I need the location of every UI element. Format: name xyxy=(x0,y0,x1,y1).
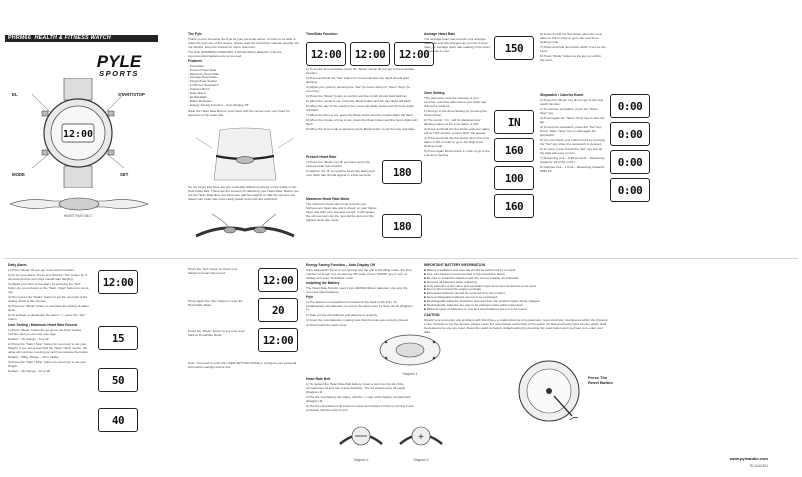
alarm-heading: Daily Alarm xyxy=(8,263,27,267)
lcd-value: 50 xyxy=(111,374,125,387)
caution-text: Should your encounter any problems with this Pyle e.g. malfunctioning of a parameter, reset electricity, interference within the physical or the methods to set the devices, please press the reset button at the back of the watch. All data previously input into the watch shall be deleted once you are reset. Reset the watch to factory default setting by pressing the reset button and you have to re-enter your data. xyxy=(424,317,608,334)
alarm-step: 5) Press the "Mode" button to complete the setting of alarm clock. xyxy=(8,303,89,312)
lcd-time-set xyxy=(350,42,390,66)
lcd-value: 180 xyxy=(392,166,412,179)
feature-item: - Water Resistant xyxy=(188,98,212,103)
diagram-2-caption: Diagram 2 xyxy=(353,458,369,462)
battery-bullet: ■ Battery installation and removal should be performed by an adult. xyxy=(424,267,516,272)
max-record-step-2 xyxy=(188,300,250,309)
reset-label-line: Press The xyxy=(588,375,608,380)
belt-step: 2) Put the new battery into place, with the '+' sign of the battery compartment (Diagram 3). xyxy=(306,394,411,403)
feature-item: - Daily Alarm xyxy=(188,91,206,96)
max-record-text: Press the "Mode" button in any time to go back to Time/Date Mode. xyxy=(188,329,245,337)
energy-text: If the Stopwatch/ Timer is not running and the unit is left idling mode, the time number for longer out, the Energy Off mode. Press "MODE" key to turn on display and enter Time/Date mode. xyxy=(306,267,412,280)
lcd-user-age xyxy=(98,326,138,350)
battery-info-heading: IMPORTANT BATTERY INFORMATION xyxy=(424,263,486,267)
document-code: TD-SALE801 xyxy=(749,464,768,468)
zone-cont-step: 6) Press & hold the Set button when the zone alarm is ON in order to go to the Low Zone Setting mode. xyxy=(540,32,603,44)
lcd-max-record xyxy=(258,268,298,292)
sw-step: 4) To stop the stopwatch, press the "Set" key. Press "Start / Stop" key to start again the stopwatch. xyxy=(540,124,602,137)
bullet-text: Do not short circuit the supply terminals. xyxy=(426,287,482,292)
battery-bullet: ■ Different types of batteries or new and used batteries are not to be mixed. xyxy=(424,306,528,311)
bullet-text: Be sure to install the batteries with the correct polarity, as indicated. xyxy=(426,275,520,280)
watch-back-illustration xyxy=(514,356,584,426)
belt-caption: HEART RATE BELT xyxy=(63,214,93,218)
lcd-value: 12:00 xyxy=(262,274,294,287)
lcd-value: 0:00 xyxy=(617,184,643,197)
lcd-stopwatch-start xyxy=(610,94,650,118)
zone-section xyxy=(424,92,490,159)
intro-heading: The Pyle xyxy=(188,32,202,36)
lcd-value: 160 xyxy=(504,200,524,213)
max-record-step-1 xyxy=(188,268,250,277)
user-default: Default – 40, Range – 10 to 99 xyxy=(8,368,51,373)
avg-heading: Average Heart Rate xyxy=(424,32,456,36)
zone-step: 3) Press and hold the Set button and your alarm will be OFF and the symbol 'OFF' will appear. xyxy=(424,126,490,135)
present-step: 1) Press the "Mode" key till you have got to the present heart rate function. xyxy=(306,159,371,168)
bullet-text: Rechargeable batteries are only to be charged under adult supervision. xyxy=(426,303,525,308)
battery-bullet: ■ Exhausted batteries should be removed from the product. xyxy=(424,291,506,296)
feature-item: - Energy Saving Function – Auto Display Off xyxy=(188,102,249,107)
brand-bottom: SPORTS xyxy=(99,69,139,78)
header-bar xyxy=(5,35,158,42)
max-record-text: Press again the "Set" button to reset the Heart Rate Ratio. xyxy=(188,299,243,307)
feature-item: - 1/100 sec Stopwatch xyxy=(188,83,219,88)
battery-bullet: ■ Do not short circuit the supply terminals. xyxy=(424,287,482,292)
lcd-user-height xyxy=(98,408,138,432)
stopwatch-heading: Stopwatch / Calories Burnt xyxy=(540,93,584,97)
diagram-2-illustration xyxy=(336,418,386,456)
pyle-sports-logo xyxy=(93,51,145,79)
zone-cont-step: 8) Press "Mode" button as the key to confirm the Limit. xyxy=(540,53,602,62)
time-step: 5) When the month is set, press the Mode button and the day digits will flash. xyxy=(306,99,412,104)
time-step: 9) When the time mode is selected, press Mode button to set the time and date. xyxy=(306,127,416,132)
battery-bullet: ■ Be sure to install the batteries with the correct polarity, as indicated. xyxy=(424,275,520,280)
daily-alarm-section xyxy=(8,264,90,375)
feature-item: - Target Zone Setting xyxy=(188,79,217,84)
time-step: 6) When the day of the month is set, press the Mode button and the hour digits will flash. xyxy=(306,104,414,113)
bullet-text: Remove all batteries when replacing. xyxy=(426,279,478,284)
intro-section xyxy=(188,33,300,119)
battery-bullet: ■ Only batteries of the same and equivalent type as recommended are to be used. xyxy=(424,283,537,288)
sw-step: 8) Calories Unit – 1 Kcal – Measuring Capacity: 9999 KK xyxy=(540,164,605,173)
pyle-step: 1) The batteries compartment is located at the back of the Pyle. To install/replace the batteries, un-screw the back cover by three circuit (Diagram 1). xyxy=(306,299,413,312)
belt-battery-section xyxy=(306,378,416,414)
user-default: Default – 15, Range – 5 to 99 xyxy=(8,336,49,341)
zone-step: 5) Press again Mode button in order to go to the Low Zone Setting. xyxy=(424,148,490,157)
features-list xyxy=(188,65,300,108)
time-step: 4) Press the "Mode" button to confirm and the month should start flashing. xyxy=(306,94,408,98)
battery-info-section xyxy=(424,264,610,336)
lcd-stopwatch-lap xyxy=(610,122,650,146)
sw-step: 3) Press again the "Start / Stop" key to take the lap. xyxy=(540,115,605,124)
battery-bullet: ■ Use only batteries recommended in this instruction sheet. xyxy=(424,271,506,276)
heart-rate-belt-illustration xyxy=(8,195,150,213)
energy-battery-section xyxy=(306,264,416,329)
brand-top: PYLE xyxy=(96,52,142,71)
feature-item: - Time/Date xyxy=(188,63,204,68)
stopwatch-section xyxy=(540,94,606,175)
diagram-1-illustration xyxy=(372,330,448,370)
max-heading: Maximum Heart Rate Mode xyxy=(306,197,350,201)
feature-item: - Present Heart Rate xyxy=(188,67,217,72)
lcd-stopwatch-stop xyxy=(610,150,650,174)
pyle-step: 3) Insert the new batteries, making sure that the poles are correctly placed. xyxy=(306,317,409,322)
bullet-text: Use only batteries recommended in this instruction sheet. xyxy=(426,271,506,276)
battery-bullet: ■ Remove all batteries when replacing. xyxy=(424,279,478,284)
max-record-text: Press the "Set" button to check your Maximum heart rate record. xyxy=(188,267,238,275)
lcd-value: 12:00 xyxy=(354,48,386,61)
lcd-value: 180 xyxy=(392,220,412,233)
lcd-zone-limit xyxy=(494,194,534,218)
bullet-text: Exhausted batteries should be removed from the product. xyxy=(426,291,506,296)
lcd-value: 150 xyxy=(504,42,524,55)
sw-step: 2) To start the stopwatch, press the "Start / Stop" key. xyxy=(540,106,599,115)
svg-text:+: + xyxy=(417,432,425,441)
time-step: 3) Adjust your year by pressing the "Set" (to count down) or "Start / Stop" (to count up). xyxy=(306,85,411,93)
lcd-value: 12:00 xyxy=(398,48,430,61)
time-date-heading: Time/Date Function xyxy=(306,32,338,36)
zone-heading: Zone Setting xyxy=(424,91,445,95)
zone-cont-step: 7) Press and hold Set button within 3 sec for the Limit. xyxy=(540,44,606,53)
diagram-1-caption: Diagram 1 xyxy=(402,372,418,376)
present-step: 2) Wait for the "♥" to read the heart rate alarm and your heart rate should appear in a few seconds. xyxy=(306,168,375,177)
bullet-text: Rechargeable batteries should be removed from the product before being charged. xyxy=(426,299,541,304)
time-date-steps xyxy=(306,68,418,133)
battery-bullet: ■ Rechargeable batteries should be removed from the product before being charged. xyxy=(424,299,541,304)
alarm-step: 1) Press "Mode" till you get to the alarm function. xyxy=(8,267,75,272)
fold-divider xyxy=(4,258,798,259)
lcd-value: 40 xyxy=(111,414,125,427)
time-step: 7) When the hour is set, press the Mode button and the minute digits will flash. xyxy=(306,113,414,118)
bullet-text: Different types of batteries or new and used batteries are not to be mixed. xyxy=(426,306,528,311)
wear-text: Wear the Heart Rate Belt on your chest with the sensor over your heart for detection of the heart rate. xyxy=(188,108,290,117)
lcd-zone-in xyxy=(494,110,534,134)
lcd-value: 0:00 xyxy=(617,100,643,113)
battery-heading: Installing the Battery xyxy=(306,280,340,285)
bullet-text: Only batteries of the same and equivalent type as recommended are to be used. xyxy=(426,283,537,288)
caution-heading: CAUTION xyxy=(424,312,440,317)
average-heart-section xyxy=(424,33,490,55)
belt-note xyxy=(188,186,300,203)
feature-item: - EL Backlight xyxy=(188,94,207,99)
battery-bullet: ■ Rechargeable batteries are only to be charged under adult supervision. xyxy=(424,303,525,308)
lcd-alarm xyxy=(98,270,138,294)
belt-text: Do not forget that there are two noticeably different pairings on the inside of the Heart Rate Belt. These are the sensors for detecting your Heart Rate. Before you put the Heart Rate Belt, wet these two patches slightly so that the sensors can detect your heart rate more easily (water and moist are sufficient). xyxy=(188,185,299,201)
lcd-value: 20 xyxy=(271,304,285,317)
zone-step: 2) The words '- IN -' will be displayed and flashing values of the zone alarm is ON. xyxy=(424,117,481,126)
lcd-back-time xyxy=(258,328,298,352)
user-step: 3) Press the "Start / Stop" button (to count up) to set your Height. xyxy=(8,359,87,368)
features-heading: Features xyxy=(188,58,203,63)
torso-belt-illustration xyxy=(190,126,300,184)
sw-step: 7) Measuring Unit – 0-99 seconds – Measuring Capacity: 24 hr 59 m 59 s xyxy=(540,155,605,164)
lcd-value: 12:00 xyxy=(262,334,294,347)
time-step: 8) When the minute of time is set, press the Mode button and the hours digits will flash. xyxy=(306,118,417,127)
present-heart-section xyxy=(306,156,378,179)
lcd-value: 100 xyxy=(504,172,524,185)
note-text: Note: You need to enter the USER SETTING MODE to configure your personal information settings before use. xyxy=(188,361,297,369)
intro-text-2: The Pyle (PHRM66) CATEGORY 1 ATLAS 65mm batteries. Only the recommended batteries are to be used. xyxy=(188,49,282,58)
energy-heading: Energy Saving Function – Auto Display Off xyxy=(306,263,376,267)
pyle-step: 2) Take out the old batteries and dispose of properly. xyxy=(306,312,378,317)
reset-label-line: Reset Button xyxy=(588,380,613,385)
sw-step: 6) To reset, press & hold the "Set" key and all the data will reset to zero. xyxy=(540,146,602,155)
lcd-calories xyxy=(610,178,650,202)
el-button-label: EL xyxy=(12,92,18,97)
alarm-step: 2) To set your alarm, Press and hold the "Set" button for 3 seconds and the hour digit should start flashing. xyxy=(8,273,88,281)
lcd-zone-high xyxy=(494,138,534,162)
belt-battery-heading: Heart Rate Belt xyxy=(306,377,331,381)
pyle-step: 4) Screw back the back cover. xyxy=(306,322,348,327)
sw-step: 1) Press the "Mode" key till you get to the stop watch function. xyxy=(540,97,604,106)
svg-text:12:00: 12:00 xyxy=(62,129,94,140)
time-step: 1) To set the time and date, press the "Mode" button till you get to the time/date function. xyxy=(306,67,415,75)
lcd-max-reset xyxy=(258,298,298,322)
intro-text: Thank you for choosing the Pyle as your personal trainer. In order to be able to make the best use of this device, please read the instruction manual carefully. Do not discard, keep the manual for future reference. xyxy=(188,36,300,49)
lcd-user-weight xyxy=(98,368,138,392)
present-heading: Present Heart Rate xyxy=(306,155,337,159)
bullet-text: Non-rechargeable batteries are not to be recharged. xyxy=(426,295,499,300)
max-record-step-3 xyxy=(188,330,250,339)
pyle-heading: Pyle xyxy=(306,294,313,299)
alarm-step: 6) To activate or deactivate the alarm "♪", press the "Set" button. xyxy=(8,312,86,321)
alarm-step: 3) Adjust your hour of the alarm by pressing the "Set" button (to count down) or the "Start / Stop" button (to count up). xyxy=(8,282,89,294)
feature-item: - Average Heart Rate xyxy=(188,75,218,80)
bullet-text: Battery installation and removal should be performed by an adult. xyxy=(426,267,516,272)
belt-step: 1) To replace the Heart Rate Belt battery, insert a coin into the slit of the compartment lid and turn it anti-clockwise. The lid should come off easily (Diagram 2). xyxy=(306,381,406,394)
lcd-present-heart xyxy=(382,160,422,184)
mode-button-label: MODE xyxy=(12,172,25,177)
belt-step: 3) Put the compartment lid back into place and tighten it firmly by turning it anti-clockwise with the help of coin. xyxy=(306,403,415,412)
feature-item: - Calories Burnt xyxy=(188,87,210,92)
feature-item: - Maximum Heart Rate xyxy=(188,71,220,76)
battery-text: The Heart Rate Monitor uses 2 pcs CR2032 lithium batteries. Use only the recommended batteries. xyxy=(306,285,408,294)
website-url: www.pyleaudio.com xyxy=(729,456,768,461)
lcd-value: IN xyxy=(507,116,521,129)
lcd-value: 0:00 xyxy=(617,156,643,169)
diagram-3-illustration xyxy=(396,418,446,456)
zone-step: 1) First go to the Zone Setting by pressing the Mode button. xyxy=(424,108,487,117)
zone-step: 4) Press and hold the Set button when the zone alarm is ON in order to go to the High Zone Setting mode. xyxy=(424,135,490,148)
user-step: 2) Press the "Start / Stop" button (to count up) to set your Weight. If you press and hold the "Start / Stop" button, the value will continue counting up until you release the button. xyxy=(8,341,89,354)
lcd-value: 15 xyxy=(111,332,125,345)
lcd-time xyxy=(306,42,346,66)
user-step: 1) Press "Mode" button till you get to the User Setting function and you can see your Age. xyxy=(8,327,82,336)
lcd-value: 160 xyxy=(504,144,524,157)
start-stop-button-label: START/STOP xyxy=(118,92,145,97)
lcd-max-heart xyxy=(382,214,422,238)
diagram-3-caption: Diagram 3 xyxy=(413,458,429,462)
time-date-section xyxy=(306,33,418,38)
avg-text: The average heart rate records your average heart rate and this changes as you use it more often; an average heart rate reading in the order as you use it more. xyxy=(424,36,490,53)
battery-bullet: ■ Non-rechargeable batteries are not to be recharged. xyxy=(424,295,499,300)
time-step: 2) Press and hold the "Set" button for 3 seconds then the digits should start flashing. xyxy=(306,76,409,84)
set-button-label: SET xyxy=(120,172,129,177)
user-default: Default – 50kg, Range – 20 to 199kg xyxy=(8,354,59,359)
zone-text: This parameter sets the intensity of your exercise, and thus determines your heart rate during the workout. xyxy=(424,95,487,108)
user-setting-heading: User Setting / Maximum Heart Rate Record xyxy=(8,322,77,327)
max-text: The maximum heart rate mode records your highest-ever heart rate and is shown on your higher heart rate than your previous record. It will replace the old one and only the new will be stored on the highest heart rate mode. xyxy=(306,201,377,222)
user-setting-note xyxy=(188,362,298,371)
model-number: PHRM66 xyxy=(8,35,32,41)
reset-button-label xyxy=(588,375,613,385)
lcd-value: 0:00 xyxy=(617,128,643,141)
lcd-zone-low xyxy=(494,166,534,190)
zone-continued xyxy=(540,33,606,64)
lcd-value: 12:00 xyxy=(102,276,134,289)
belt-wetting-illustration xyxy=(192,210,298,252)
alarm-step: 4) Then press the "Mode" button to set the next part of the setting which is the minutes. xyxy=(8,294,88,303)
lcd-average-heart xyxy=(494,36,534,60)
header-title: HEALTH & FITNESS WATCH xyxy=(34,35,111,41)
sw-step: 5) You can check your calorie burnt by pressing the "Set" key when the stopwatch is stopped. xyxy=(540,137,606,146)
max-heart-section xyxy=(306,198,378,224)
lcd-value: 12:00 xyxy=(310,48,342,61)
